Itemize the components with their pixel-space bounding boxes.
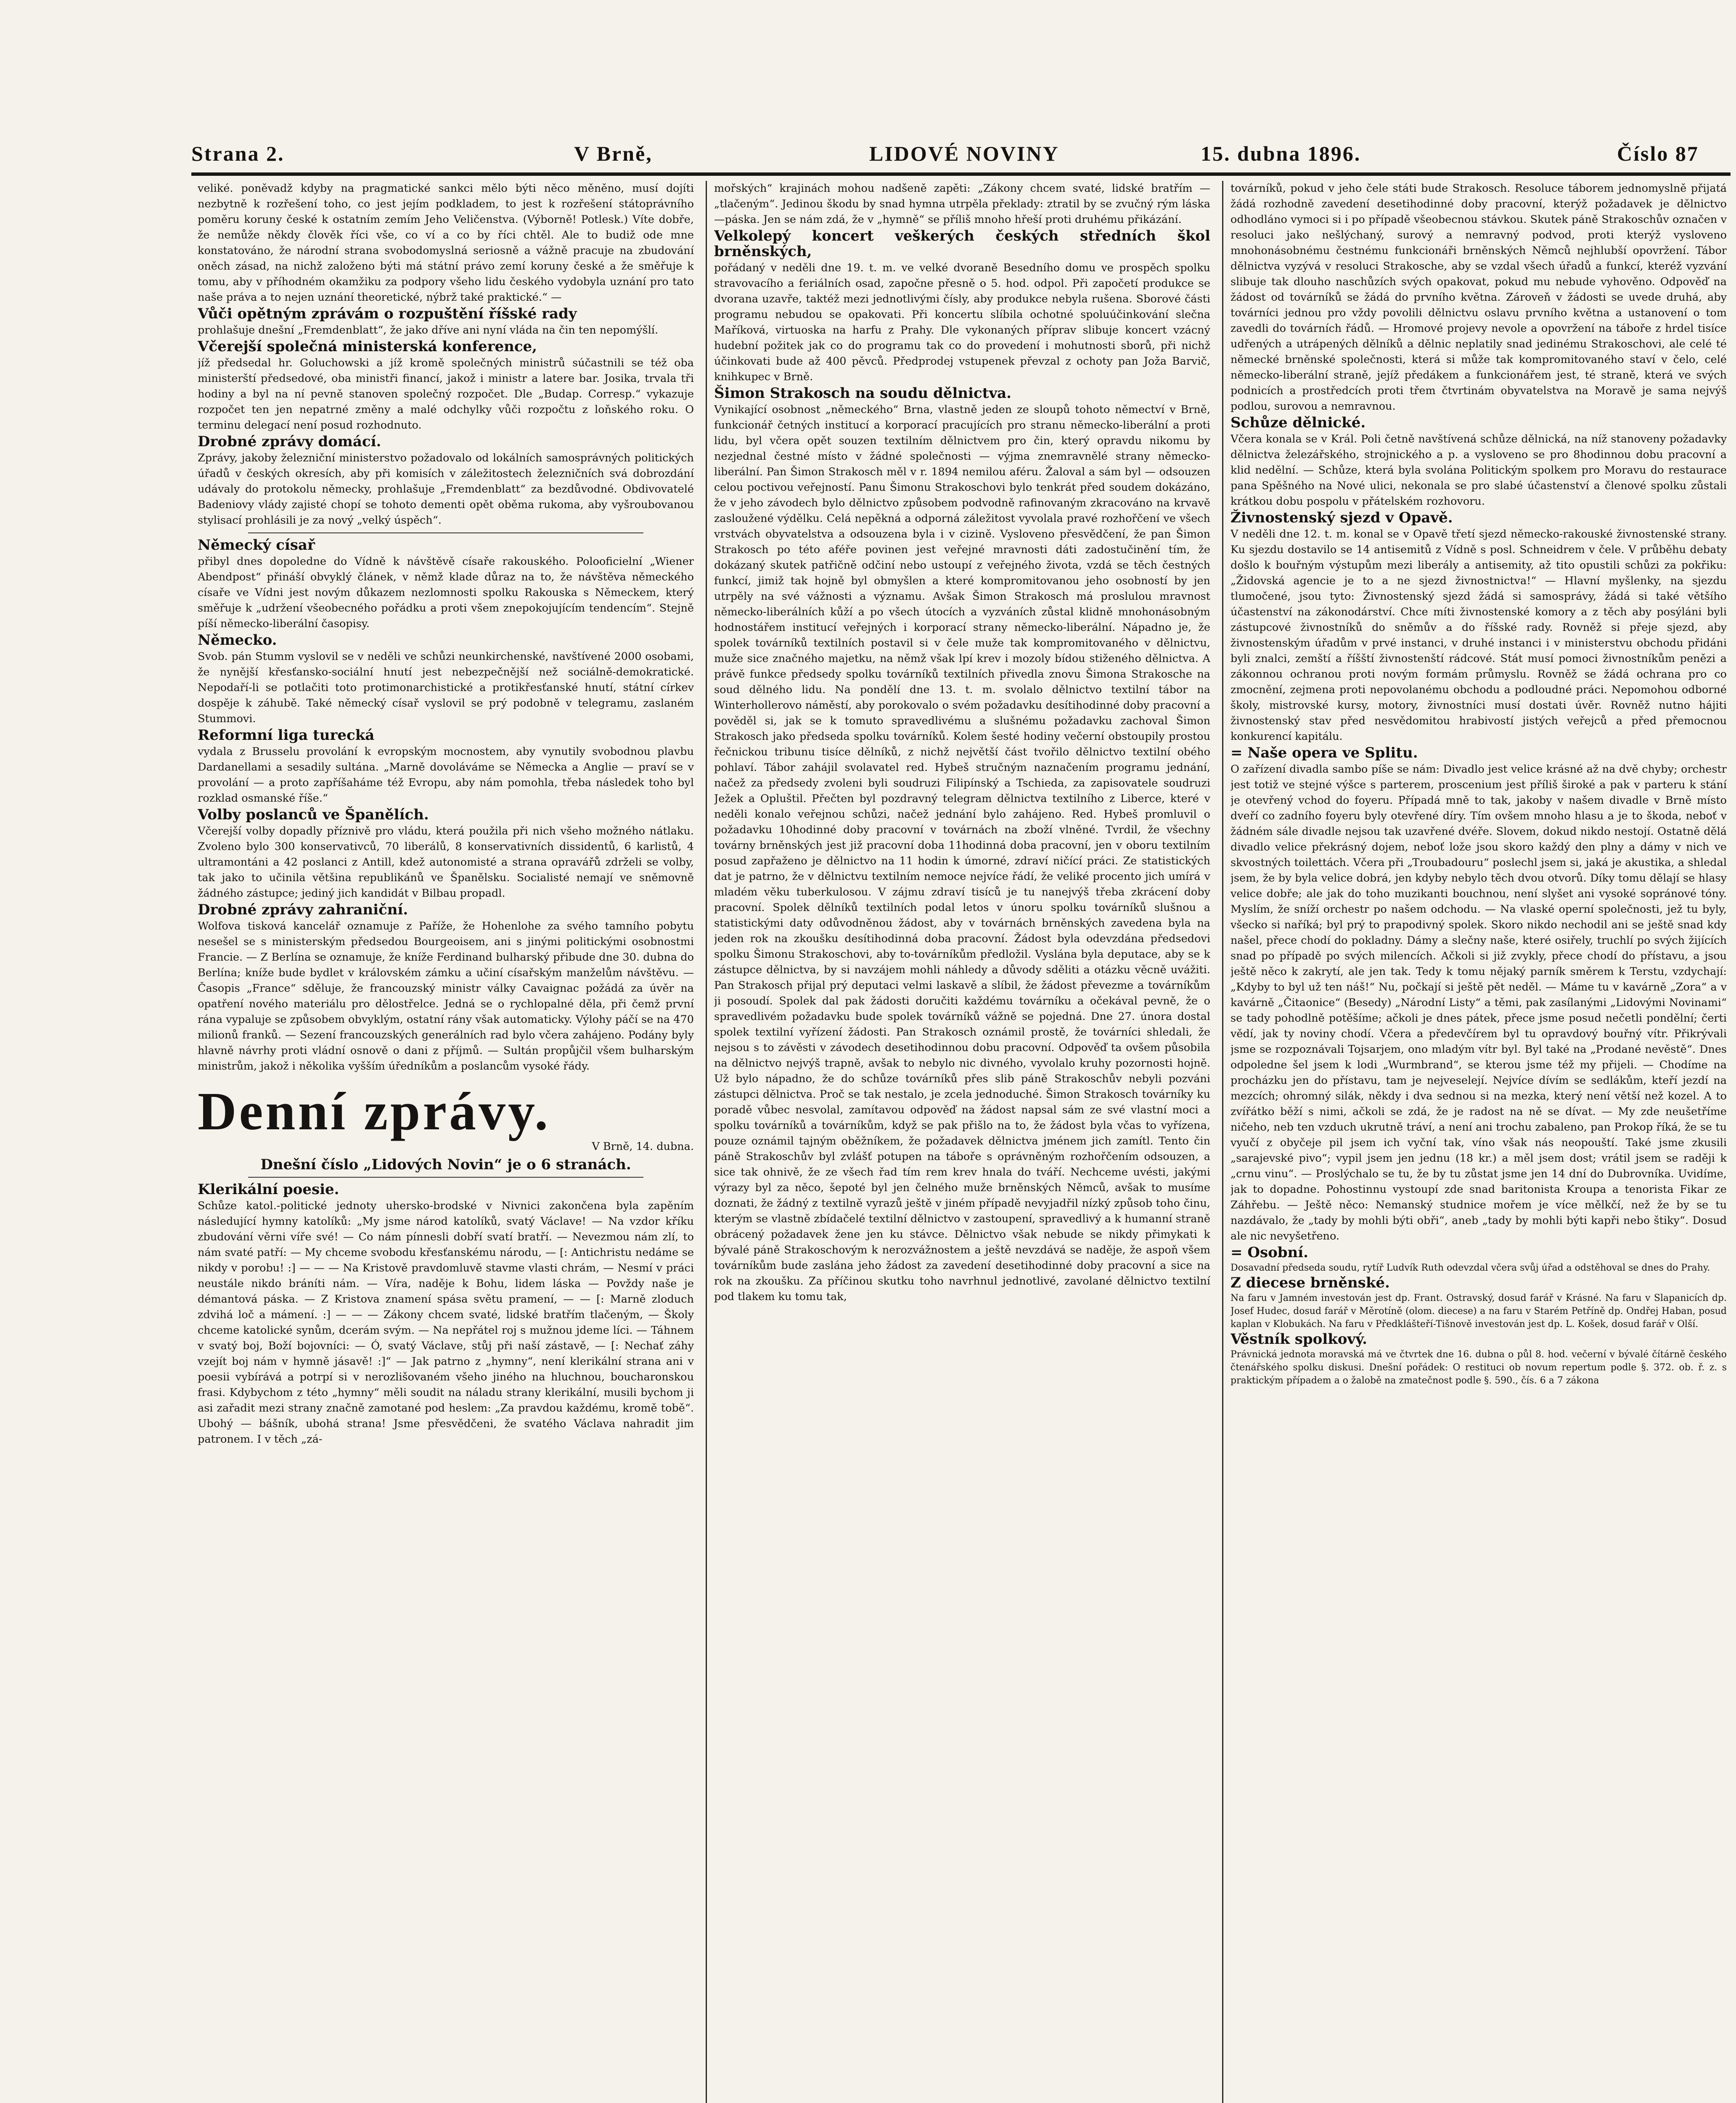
headline-volby: Volby poslanců ve Španělích.: [198, 806, 429, 823]
article-vestnik: Právnická jednota moravská má ve čtvrtek dne 16. dubna o půl 8. hod. večerní v bývalé čítárně českého čtenářského spolku diskusi. Dnešní pořádek: O restituci ob novum repertum podle §. 372. ob. ř. z. s praktickým případem a o žalobě na zmatečnost podle §. 590., čís. 6 a 7 zákona: [1231, 1349, 1727, 1386]
headline-zahranicni: Drobné zprávy zahraniční.: [198, 901, 408, 918]
section-divider: [248, 1177, 643, 1178]
article-continuation: veliké. poněvadž kdyby na pragmatické sankci mělo býti něco měněno, musí dojíti nezbytně k rozřešení toho, co jest jejím podkladem, to jest k rozřešení státoprávního poměru koruny české k ostatním zemím Jeho Veličenstva. (Výborně! Potlesk.) Víte dobře, že nemůže někdy člověk říci vše, co ví a co by říci chtěl. Ale to budiž ode mne konstatováno, že národní strana svobodomyslná seriosně a vážně pracuje na zbudování oněch zásad, na nichž založeno býti má státní právo zemí koruny české a že směřuje k tomu, aby v příhodném okamžiku za podpory všeho lidu českého vydobyla uznání pro tato naše práva a to nejen uznání theoretické, nýbrž také praktické.“ —: [198, 182, 694, 304]
article-rada: prohlašuje dnešní „Fremdenblatt“, že jako dříve ani nyní vláda na čin ten nepomýšlí.: [198, 324, 659, 336]
masthead-title: LIDOVÉ NOVINY: [869, 142, 1059, 165]
column-divider: [1222, 181, 1223, 2103]
headline-opera: = Naše opera ve Splitu.: [1231, 744, 1418, 761]
article-osobni: Dosavadní předseda soudu, rytíř Ludvík Ruth odevzdal včera svůj úřad a odstěhoval se dnes do Prahy.: [1231, 1263, 1710, 1273]
column-1: [198, 181, 694, 2103]
issue-number: Číslo 87: [1617, 142, 1699, 165]
headline-drobne-domaci: Drobné zprávy domácí.: [198, 433, 381, 450]
headline-osobni: = Osobní.: [1231, 1244, 1309, 1261]
section-title-denni-zpravy: Denní zprávy.: [198, 1081, 550, 1141]
headline-klerikalni: Klerikální poesie.: [198, 1181, 339, 1198]
headline-cisar: Německý císař: [198, 537, 315, 554]
column-divider: [706, 181, 707, 2103]
article-strakosch: Vynikající osobnost „německého“ Brna, vlastně jeden ze sloupů tohoto němectví v Brně, funkcionář četných institucí a korporací pracujících pro stranu německo-liberální a proti lidu, byl včera opět souzen textilním dělnictvem pro čin, který opravdu nikomu by nezjednal čestné místo v žádné společnosti — výjma znemravnělé strany německo-liberální. Pan Šimon Strakosch měl v r. 1894 nemilou aféru. Žaloval a sám byl — odsouzen celou poctivou veřejností. Panu Šimonu Strakoschovi bylo tenkrát před soudem dokázáno, že v jeho závodech bylo dělnictvo způsobem podvodně rafinovaným zkracováno na krvavě zasloužené výdělku. Celá nepěkná a odporná záležitost vyvolala pravé rozhořčení ve všech vrstvách obyvatelstva a odsouzena byla i v cizině. Vysloveno přesvědčení, že pan Šimon Strakosch po této aféře povinen jest veřejné mravnosti dáti zadostučinění tím, že dokázaný skutek patřičně odčiní nebo ustoupí z veřejného života, vzdá se těch čestných funkcí, jimiž tak hojně byl obmyšlen a které kompromitovanou jeho osobností by jen utrpěly na své vážnosti a významu. Avšak Šimon Strakosch má proslulou mravnost německo-liberálních kůží a po všech útocích a vyzváních zůstal klidně mnohonásobným hodnostářem institucí veřejných i korporací strany německo-liberální. Nápadno je, že spolek továrníků textilních postavil si v čele muže tak kompromitovaného v dělnictvu, muže sice značného majetku, na němž však lpí krev i mozoly bídou stiženého dělnictva. A právě funkce předsedy spolku továrníků textilních přivedla znovu Šimona Strakosche na soud dělného lidu. Na pondělí dne 13. t. m. svolalo dělnictvo textilní tábor na Winterhollerovo náměstí, aby porokovalo o svém požadavku desítihodinné doby pracovní a pověděl si, jak se k tomuto spravedlivému a slušnému požadavku zachoval Šimon Strakosch jako předseda spolku továrníků. Kolem šesté hodiny večerní obstoupily prostou řečnickou tribunu tisíce dělníků, z nichž největší část tvořilo dělnictvo textilní obého pohlaví. Tábor zahájil svolavatel red. Hybeš stručným naznačením programu jednání, načež za předsedy zvoleni byli soudruzi Filipínský a Tschieda, za zapisovatele soudruzi Ježek a Opluštil. Přečten byl pozdravný telegram dělnictva textilního z Liberce, které v neděli konalo veřejnou schůzi, načež jednání bylo zahájeno. Red. Hybeš promluvil o požadavku 10hodinné doby pracovní v továrnách na zboží vlněné. Tvrdil, že všechny továrny brněnských jest již pracovní doba 11hodinná doba pracovní, jen v oboru textilním posud zapřaženo je dělnictvo na 11 hodin k úmorné, zdraví ničící práci. Ze statistických dat je patrno, že v dělnictvu textilním nemoce nejvíce řádí, že veliké procento jich umírá v mladém věku tuberkulosou. V zájmu zdraví tisíců je tu nanejvýš třeba zkrácení doby pracovní. Spolek dělníků textilních podal letos v únoru spolku továrníků slušnou a statistickými daty odůvodněnou žádost, aby v továrnách brněnských zavedena byla na jeden rok na zkoušku desítihodinná doba pracovní. Žádost byla odevzdána předsedovi spolku Šimonu Strakoschovi, aby to-továrníkům předložil. Vyslána byla deputace, aby se k zástupce dělnictva, by si navzájem mohli náhledy a důvody sděliti a otázku věcně uvážiti. Pan Strakosch přijal prý deputaci velmi laskavě a slíbil, že žádost převezme a továrníkům ji posoudí. Spolek dal pak žádosti doručiti každému továrníku a očekával pevně, že o spravedlivém požadavku bude spolek továrníků vážně se pojedná. Dne 27. února dostal spolek textilní vyřízení žádosti. Pan Strakosch oznámil prostě, že továrníci shledali, že nejsou s to závěsti v závodech desetihodinnou dobu pracovní. Odpověď ta ovšem působila na dělnictvo nejvýš trapně, avšak to nebylo nic divného, vyvolalo kruhy pozornosti hojně. Už bylo nápadno, že do schůze továrníků přes slib páně Strakoschův nebyli pozváni zástupci dělnictva. Proč se tak nestalo, je zcela jednoduché. Šimon Strakosch továrníky ku poradě vůbec nesvolal, zamítavou odpověď na žádost napsal sám ze své vlastní moci a spolku továrníků a továrníkům, když se pak přišlo na to, že žádost byla včas to vyřízena, pouze oznámil tajným oběžníkem, že požadavek dělnictva jménem jich zamítl. Tento čin páně Strakoschův byl zvlášť potupen na táboře s oprávněným rozhořčením odsouzen, a sice tak ohnivě, že ze všech řad tím rem krev hnala do tváří. Nechceme uvésti, jakými výrazy byl za něco, šepoté byl jen čelného muže brněnských Němců, avšak to musíme doznati, že žádný z textilně vyrazů ještě v jiném případě nevyjadřil nízký způsob toho činu, kterým se vlastně zbídačelé textilní dělnictvo v zastoupení, spravedlivý a k humanní straně obrácený požadavek žene jen ku stávce. Dělnictvo však nebude se nikdy přimykati k bývalé páně Strakoschovým k nerozvážnostem a ještě nevzdává se naděje, že aspoň všem továrníkům bude zaslána jeho žádost za zavedení desetihodinné doby pracovní a sice na rok na zkoušku. Za příčinou skutku toho navrhnul jednotlivé, zavolané dělnictvo textilní pod tlakem ku tomu tak,: [714, 403, 1210, 1303]
article-drobne-domaci: Zprávy, jakoby železniční ministerstvo požadovalo od lokálních samosprávných politických úřadů v českých okresích, aby při komisích v záležitostech železničních svá dobrozdání udávaly do protokolu německy, prohlašuje „Fremdenblatt“ za bezdůvodné. Obdivovatelé Badeniovy vlády zajisté chopí se tohoto dementi opět oběma rukoma, aby vyšroubovanou stylisací prohlásili je za nový „velký úspěch“.: [198, 452, 694, 527]
header-rule: [191, 172, 1731, 176]
page-number: Strana 2.: [191, 142, 285, 165]
page-header: [191, 139, 1728, 171]
section-divider: [248, 532, 643, 533]
article-liga: vydala z Brusselu provolání k evropským mocnostem, aby vynutily svobodnou plavbu Dardanellami a sesadily sultána. „Marně dovoláváme se Německa a Anglie — praví se v provolání — a proto zapříšaháme též Evropu, aby nám pomohla, třeba následek toho byl rozklad osmanské říše.“: [198, 745, 694, 805]
article-koncert: pořádaný v neděli dne 19. t. m. ve velké dvoraně Besedního domu ve prospěch spolku stravovacího a feriálních osad, započne přesně o 5. hod. odpol. Při započetí produkce se dvorana uzavře, taktéž mezi jednotlivými čísly, aby produkce nebyla rušena. Sborové části programu nebudou se opakovati. Při koncertu slíbila ochotné spoluúčinkování slečna Maříková, virtuoska na harfu z Prahy. Dle vykonaných příprav slibuje koncert vzácný hudební požitek jak co do programu tak co do provedení i mohutnosti sborů, při nichž účinkovati bude až 400 pěvců. Předprodej vstupenek převzal z ochoty pan Joža Barvič, knihkupec v Brně.: [714, 262, 1210, 383]
article-diecese: Na faru v Jamném investován jest dp. Frant. Ostravský, dosud farář v Krásné. Na faru v Slapanicích dp. Josef Hudec, dosud farář v Měrotíně (olom. diecese) a na faru v Starém Petříně dp. Ondřej Haban, posud kaplan v Klobukách. Na faru v Předklášteří-Tišnově investován jest dp. L. Košek, dosud farář v Olší.: [1231, 1293, 1727, 1330]
article-cisar: přibyl dnes dopoledne do Vídně k návštěvě císaře rakouského. Polooficielní „Wiener Abendpost“ přináší obvyklý článek, v němž klade důraz na to, že návštěva německého císaře ve Vídni jest novým důkazem nezlomnosti spolku Rakouska s Německem, který směřuje k „udržení všeobecného pořádku a proti všem znepokojujícím tendencím“. Stejně píší německo-liberální časopisy.: [198, 555, 694, 630]
article-zahranicni: Wolfova tisková kancelář oznamuje z Paříže, že Hohenlohe za svého tamního pobytu nesešel se s ministerským předsedou Bourgeoisem, ani s jinými politickými osobnostmi Francie. — Z Berlína se oznamuje, že kníže Ferdinand bulharský přibude dne 30. dubna do Berlína; kníže bude bydlet v královském zámku a učiní císařským manželům návštěvu. — Časopis „France“ sděluje, že francouzský ministr války Cavaignac požádá za úvěr na opatření nového materiálu pro dělostřelce. Jedná se o rychlopalné děla, při čemž první rána vypaluje se způsobem obvyklým, ostatní rány však automaticky. Výlohy páčí se na 470 milionů franků. — Sezení francouzských generálních rad bylo včera zahájeno. Podány byly hlavně návrhy proti vládní osnově o dani z příjmů. — Sultán propůjčil všem bulharským ministrům, jakož i několika vyšším úředníkům a poslancům vysoké řády.: [198, 920, 694, 1073]
article-zivnostensky-sjezd: V neděli dne 12. t. m. konal se v Opavě třetí sjezd německo-rakouské živnostenské strany. Ku sjezdu dostavilo se 14 antisemitů z Vídně s posl. Schneidrem v čele. V průběhu debaty došlo k bouřným výstupům mezi liberály a antisemity, až tito opustili schůzi za pokřiku: „Židovská agencie je to a ne sjezd živnostnictva!“ — Hlavní myšlenky, na sjezdu tlumočené, jsou tyto: Živnostenský sjezd žádá si samosprávy, žádá si také většího účastenství na zákonodárství. Chce míti živnostenské komory a z těch aby posýláni byli zástupcové živnostníků do sněmův a do říšské rady. Rovněž si přeje sjezd, aby živnostenským úřadům v prvé instanci, v druhé instanci i v ministerstvu obchodu přidáni byli znalci, zemští a říšští živnostenští rádcové. Stát musí pomoci živnostníkům penězi a zákonnou ochranou proti novým formám průmyslu. Rovněž se žádá ochrana pro co zmocnění, zejmena proti nepovolanému obchodu a podloudné práci. Nepomohou odborné školy, mistrovské kursy, motory, živnostníci musí dostati úvěr. Rovněž nutno hájiti živnostenský stav před nesvědomitou hrabivostí jistých veřejců a před přemocnou konkurencí kapitálu.: [1231, 528, 1727, 743]
article-volby: Včerejší volby dopadly příznivě pro vládu, která použila při nich všeho možného nátlaku. Zvoleno bylo 300 konservativců, 70 liberálů, 8 konservativních dissidentů, 6 karlistů, 4 ultramontáni a 42 poslanci z Antill, kdež autonomisté a strana opravářů zdrželi se volby, tak jako to učinila většina republikánů ve Španělsku. Socialisté nemají ve sněmovně žádného zástupce; jediný jich kandidát v Bilbau propadl.: [198, 825, 694, 900]
article-nemecko: Svob. pán Stumm vyslovil se v neděli ve schůzi neunkirchenské, navštívené 2000 osobami, že nynější křesťansko-sociální hnutí jest nebezpečnější než sociálně-demokratické. Nepodaří-li se potlačiti toto protimonarchistické a protikřesťanské hnutí, státní církev dospěje k záhubě. Také německý císař vyslovil se prý podobně v telegramu, zaslaném Stummovi.: [198, 650, 694, 725]
headline-vestnik: Věstník spolkový.: [1231, 1331, 1367, 1348]
article-schuze: Včera konala se v Král. Poli četně navštívená schůze dělnická, na níž stanoveny požadavky dělnictva železářského, strojnického a p. a vysloveno se pro 8hodinnou dobu pracovní a klid nedělní. — Schůze, která byla svolána Politickým spolkem pro Moravu do restaurace pana Spěšného na Nové ulici, nekonala se pro slabé účastenství a členové spolku zůstali krátkou dobu pospolu v přátelském rozhovoru.: [1231, 433, 1727, 508]
headline-koncert: Velkolepý koncert veškerých českých středních škol brněnských,: [714, 228, 1210, 260]
dateline: V Brně, 14. dubna.: [592, 1140, 694, 1153]
headline-liga: Reformní liga turecká: [198, 727, 375, 744]
headline-rada: Vůči opětným zprávám o rozpuštění říšské rady: [198, 305, 577, 322]
headline-schuze: Schůze dělnické.: [1231, 414, 1366, 431]
headline-diecese: Z diecese brněnské.: [1231, 1274, 1390, 1291]
headline-dnesni-cislo: Dnešní číslo „Lidových Novin“ je o 6 stranách.: [260, 1156, 631, 1173]
column-2: [714, 181, 1210, 2103]
article-continuation: továrníků, pokud v jeho čele státi bude Strakosch. Resoluce táborem jednomyslně přijatá žádá rozhodně zavedení desetihodinné doby pracovní, kterýž požadavek je dělnictvo odhodláno vymoci si i po případě všeobecnou stávkou. Skutek páně Strakoschův označen v resoluci jako nešlýchaný, surový a nemravný podvod, proti kterýž vysloveno mnohonásobnému čestnému funkcionáři brněnských Němců nejhlubší opovržení. Tábor dělnictva vyzývá v resoluci Strakosche, aby se vzdal všech úřadů a funkcí, kteréž vyzvání slibuje tak dlouho naschůzích svých opakovat, pokud mu nebude vyhověno. Odpověď na žádost od továrníků se žádá do prvního května. Zároveň v žádosti se uvede druhá, aby továrníci jednou pro vždy povolili dělnictvu oslavu prvního května a ustanovení o tom zavedli do továrních řádů. — Hromové projevy nevole a opovržení na táboře z hrdel tisíce udřených a utrápených dělníků a dělnic neplatily snad jedinému Strakoschovi, ale celé té německé brněnské společnosti, která si může tak kompromitovaného staví v čelo, celé německo-liberální straně, jejíž předákem a funkcionářem jest, té straně, která ve svých podnicích a prostředcích proti třem čtvrtinám obyvatelstva na Moravě je sama nejvýš podlou, surovou a nemravnou.: [1231, 182, 1727, 413]
issue-date: 15. dubna 1896.: [1201, 142, 1361, 165]
article-klerikalni: Schůze katol.-politické jednoty uhersko-brodské v Nivnici zakončena byla zapěním následující hymny katolíků: „My jsme národ katolíků, svatý Václave! — Na vzdor kříku zbudování věrni víře své! — Co nám pínnesli dobří svatí bratří. — Nevezmou nám zlí, to nám svaté patří: — My chceme svobodu křesťanskému národu, — [: Antichristu nedáme se nikdy v porobu! :] — — — Na Kristově pravdomluvě stavme vlasti chrám, — Nesmí v práci neustále nikdo bráníti nám. — Víra, naděje k Bohu, lidem láska — Povždy naše je démantová páska. — Z Kristova znamení spása světu pramení, — — [: Marně zloduch zdvihá loč a mámení. :] — — — Zákony chcem svaté, lidské bratřím tlačeným, — Školy chceme katolické synům, dcerám svým. — Na nepřátel roj s mužnou jdeme líci. — Táhnem v svatý boj, Boží bojovníci: — Ó, svatý Václave, stůj při naší zástavě, — [: Nechať záhy vzejít boj nám v hymně jásavě! :]“ — Jak patrno z „hymny“, není klerikální strana ani v poesii vybírává a potrpí si v nerozlišovaném všeho jiného na hluchnou, boucharonskou frasi. Kdybychom z této „hymny“ měli soudit na náladu strany klerikální, musili bychom ji asi zařadit mezi strany značně zamotané pod heslem: „Za pravdou každému, kromě tobě“. Ubohý — bášník, ubohá strana! Jsme přesvědčeni, že svatého Václava nahradit jim patronem. I v těch „zá-: [198, 1200, 694, 1446]
article-continuation: mořských“ krajinách mohou nadšeně zapěti: „Zákony chcem svaté, lidské bratřím — „tlačeným“. Jedinou škodu by snad hymna utrpěla překlady: ztratil by se zvučný rým láska—páska. Jen se nám zdá, že v „hymně“ se příliš mnoho hřeší proti druhému přikázání.: [714, 182, 1210, 226]
article-konference: jíž předsedal hr. Goluchowski a jíž kromě společných ministrů súčastnili se též oba ministerští předsedové, oba ministři financí, jakož i ministr a latere bar. Josika, trvala tři hodiny a byl na ní pevně stanoven společný rozpočet. Dle „Budap. Corresp.“ vykazuje rozpočet ten jen nepatrné změny a malé odchylky vůči rozpočtu z loňského roku. O terminu delegací není posud rozhodnuto.: [198, 357, 694, 432]
headline-nemecko: Německo.: [198, 632, 277, 649]
headline-strakosch: Šimon Strakosch na soudu dělnictva.: [714, 385, 1011, 402]
city: V Brně,: [574, 142, 653, 165]
column-3: [1231, 181, 1727, 2103]
headline-konference: Včerejší společná ministerská konference,: [198, 338, 537, 355]
headline-zivnostensky-sjezd: Živnostenský sjezd v Opavě.: [1231, 509, 1453, 526]
article-opera: O zařízení divadla sambo píše se nám: Divadlo jest velice krásné až na dvě chyby; orchestr jest totiž ve stejné výšce s parterem, proscenium jest příliš široké a pak v parteru k stání je otevřený vchod do foyeru. Případá mně to tak, jakoby v našem divadle v Brně místo dveří co zadního foyeru byly otevřené díry. Tím ovšem mnoho hlasu a je to škoda, neboť v žádném sále divadle nejsou tak uzavřené dvéře. Slovem, dokud nikdo nestojí. Ostatně dělá divadlo velice překrásný dojem, neboť lože jsou skoro každý den plny a dámy v nich ve skvostných toilettách. Včera při „Troubadouru“ poslechl jsem si, jaká je akustika, a shledal jsem, že by byla velice dobrá, jen kdyby nebylo těch dvou otvorů. Díky tomu dělají se hlasy velice dobře; ale jak do toho muzikanti bouchnou, není slyšet ani vysoké sopránové tóny. Myslím, že sníží orchestr po našem odchodu. — Na vlaské operní společnosti, jež tu byly, všecko si naříká; byl prý to prapodivný spolek. Skoro nikdo nechodil ani se ještě snad kdy našel, přece chodí do pokladny. Dámy a slečny naše, které osiřely, truchlí po svých žijících snad po případě po svých milencích. Ačkoli si již zvykly, přece chodí do přístavu, a jsou ještě něco k zakrytí, ale jen tak. Tedy k tomu nějaký parník směrem k Terstu, vzdychají: „Kdyby to byl už ten náš!“ Nu, počkají si ještě pět neděl. — Máme tu v kavárně „Zora“ a v kavárně „Čitaonice“ (Besedy) „Národní Listy“ a těmi, pak zasílanými „Lidovými Novinami“ se tady pohodlně potěšíme; ačkoli je dnes pátek, přece jsme posud nečetli pondělní; čerti vědí, jak ty noviny chodí. Včera a předevčírem byl tu opravdový bouřný vítr. Přikrývali jsme se rozpoznávali Tojsarjem, ono mladým vítr byl. Byl také na „Prodané nevěstě“. Dnes odpoledne šel jsem k lodi „Wurmbrand“, se kterou jsme též my přijeli. — Chodíme na procházku jen do přístavu, tam je nejveselejí. Nejvíce dívím se sedlákům, kteří jezdí na mezcích; ohromný silák, někdy i dva sednou si na mezka, který není větší než kozel. A to zvířátko běží s nimi, ačkoli se zdá, že je radost na ně se dívat. — My zde neušetříme ničeho, neb ten vzduch ukrutně tráví, a není ani trochu zabaleno, pan Prokop říká, že se tu vyučí z obyčeje pil jsem ich vyční tak, víno však nás neopouští. Také jsme zkusili „sarajevské pivo“; vypil jsem jen jednu (18 kr.) a měl jsem dost; vrátil jsem se raději k „crnu vinu“. — Proslýchalo se tu, že by tu zůstat jsme jen 14 dní do Dubrovníka. Uvidíme, jak to dopadne. Pohostinnu vystoupí zde snad baritonista Kroupa a tenorista Fikar ze Záhřebu. — Ještě něco: Nemanský studnice mořem je více mělkčí, než že by se tu nazdávalo, že „tady by mohli býti obři“, aneb „tady by mohli býti kapři nebo štiky“. Dosud ale nic nevyšetřeno.: [1231, 763, 1727, 1242]
